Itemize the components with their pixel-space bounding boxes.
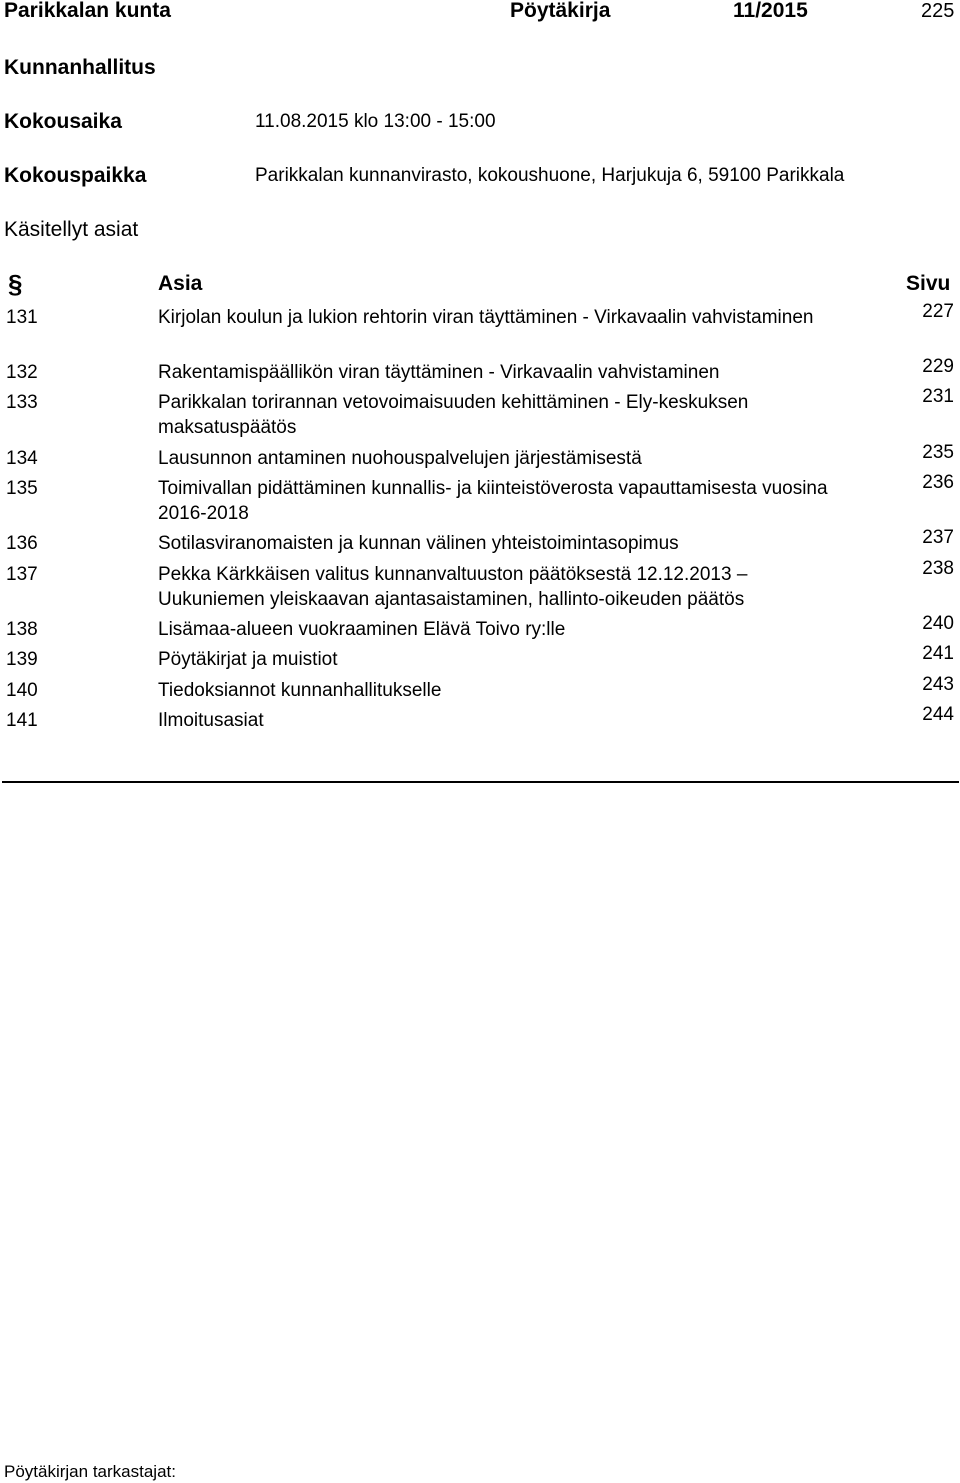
matter-page: 231 — [922, 386, 954, 407]
matter-page: 227 — [922, 301, 954, 322]
matter-page: 244 — [922, 704, 954, 725]
matter-title: Lausunnon antaminen nuohouspalvelujen järjestämisestä — [158, 448, 642, 469]
horizontal-divider — [2, 781, 959, 783]
matter-title: Parikkalan torirannan vetovoimaisuuden kehittäminen - Ely-keskuksen maksatuspäätös — [158, 392, 749, 438]
matter-number: 131 — [6, 307, 38, 328]
minutes-examiners-label: Pöytäkirjan tarkastajat: — [4, 1462, 176, 1481]
matter-title: Pekka Kärkkäisen valitus kunnanvaltuuston päätöksestä 12.12.2013 – Uukuniemen yleiskaavan ajantasaistaminen, hallinto-oikeuden päätös — [158, 564, 748, 610]
matter-number: 135 — [6, 478, 38, 499]
matter-page: 240 — [922, 613, 954, 634]
matter-number: 133 — [6, 392, 38, 413]
subject-column-header: Asia — [158, 272, 203, 295]
matter-number: 141 — [6, 710, 38, 731]
matter-page: 241 — [922, 643, 954, 664]
municipality-name: Parikkalan kunta — [4, 0, 171, 22]
page-column-header: Sivu — [906, 272, 951, 295]
matter-number: 134 — [6, 448, 38, 469]
matter-title: Rakentamispäällikön viran täyttäminen - Virkavaalin vahvistaminen — [158, 362, 720, 383]
handled-matters-title: Käsitellyt asiat — [4, 218, 139, 241]
issue-number: 11/2015 — [733, 0, 808, 22]
matter-page: 235 — [922, 442, 954, 463]
governing-body-name: Kunnanhallitus — [4, 56, 156, 79]
matter-title: Kirjolan koulun ja lukion rehtorin viran täyttäminen - Virkavaalin vahvistaminen — [158, 307, 814, 328]
document-type: Pöytäkirja — [510, 0, 611, 22]
page-number: 225 — [921, 0, 955, 22]
matter-number: 136 — [6, 533, 38, 554]
matter-number: 132 — [6, 362, 38, 383]
meeting-time-label: Kokousaika — [4, 110, 122, 133]
matter-number: 140 — [6, 680, 38, 701]
matter-title: Toimivallan pidättäminen kunnallis- ja kiinteistöverosta vapauttamisesta vuosina 2016-2018 — [158, 478, 828, 524]
matter-title: Sotilasviranomaisten ja kunnan välinen yhteistoimintasopimus — [158, 533, 679, 554]
section-sign-header: § — [8, 269, 23, 299]
matter-page: 236 — [922, 472, 954, 493]
matter-number: 139 — [6, 649, 38, 670]
matter-title: Pöytäkirjat ja muistiot — [158, 649, 338, 670]
meeting-place-label: Kokouspaikka — [4, 164, 147, 187]
matter-page: 243 — [922, 674, 954, 695]
matter-page: 237 — [922, 527, 954, 548]
matter-page: 238 — [922, 558, 954, 579]
matter-title: Lisämaa-alueen vuokraaminen Elävä Toivo ry:lle — [158, 619, 566, 640]
meeting-time-value: 11.08.2015 klo 13:00 - 15:00 — [255, 111, 496, 132]
matter-title: Ilmoitusasiat — [158, 710, 264, 731]
matter-number: 137 — [6, 564, 38, 585]
matter-title: Tiedoksiannot kunnanhallitukselle — [158, 680, 442, 701]
matter-number: 138 — [6, 619, 38, 640]
matter-page: 229 — [922, 356, 954, 377]
meeting-place-value: Parikkalan kunnanvirasto, kokoushuone, Harjukuja 6, 59100 Parikkala — [255, 165, 845, 186]
